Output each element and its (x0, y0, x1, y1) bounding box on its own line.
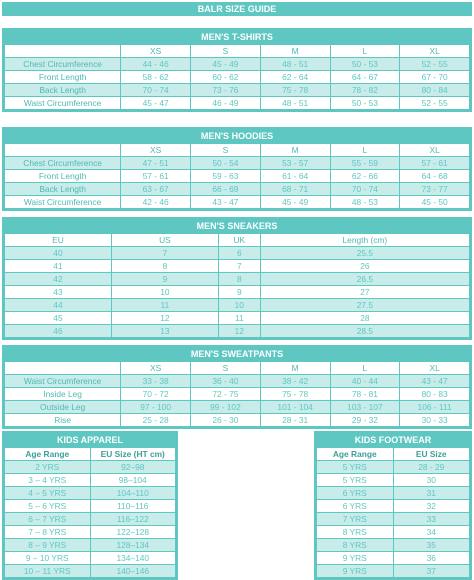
table-cell: 9 (111, 273, 218, 286)
table-cell: 3 – 4 YRS (5, 474, 91, 487)
kids-apparel-title: KIDS APPAREL (5, 434, 176, 448)
table-cell: 43 - 47 (400, 375, 470, 388)
table-row (317, 539, 470, 552)
table-cell: 45 (5, 312, 112, 325)
table-row (317, 526, 470, 539)
table-cell: 110–116 (90, 500, 176, 513)
table-cell: 32 (393, 500, 470, 513)
column-header: XS (121, 144, 191, 157)
table-cell: 30 - 33 (400, 414, 470, 427)
table-cell: 11 (218, 312, 260, 325)
table-row (317, 500, 470, 513)
table-row (5, 299, 470, 312)
table-cell: 48 - 53 (330, 196, 400, 209)
table-cell: 97 - 100 (121, 401, 191, 414)
table-cell: 140–146 (90, 565, 176, 578)
table-cell: 48 - 51 (260, 58, 330, 71)
column-header: EU (5, 234, 112, 247)
column-header: Length (cm) (260, 234, 469, 247)
table-cell: 13 (111, 325, 218, 338)
table-cell: 128–134 (90, 539, 176, 552)
table-cell: 64 - 68 (400, 170, 470, 183)
table-cell: 116–122 (90, 513, 176, 526)
column-header: L (330, 362, 400, 375)
table-cell: 36 - 40 (191, 375, 261, 388)
table-cell: 40 - 44 (330, 375, 400, 388)
table-cell: 78 - 82 (330, 84, 400, 97)
column-header (5, 362, 121, 375)
table-cell: 6 YRS (317, 500, 394, 513)
table-row (5, 401, 470, 414)
table-cell: 46 (5, 325, 112, 338)
table-cell: 7 (111, 247, 218, 260)
table-cell: 29 - 32 (330, 414, 400, 427)
table-cell: 6 YRS (317, 487, 394, 500)
table-cell: 12 (218, 325, 260, 338)
table-cell: 57 - 61 (400, 157, 470, 170)
table-cell: 48 - 51 (260, 97, 330, 110)
table-cell: 5 – 6 YRS (5, 500, 91, 513)
table-cell: 80 - 84 (400, 84, 470, 97)
table-cell: 9 YRS (317, 552, 394, 565)
column-header (5, 144, 121, 157)
table-cell: 9 (218, 286, 260, 299)
table-cell: 45 - 47 (121, 97, 191, 110)
column-header: XS (121, 362, 191, 375)
table-cell: 10 (111, 286, 218, 299)
table-cell: 8 (111, 260, 218, 273)
table-cell: 73 - 76 (191, 84, 261, 97)
sweatpants-section (2, 345, 472, 429)
table-cell: 64 - 67 (330, 71, 400, 84)
sneakers-section (2, 217, 472, 340)
kids-apparel-table (4, 433, 176, 578)
table-row (317, 461, 470, 474)
table-row (5, 552, 176, 565)
table-cell: 10 – 11 YRS (5, 565, 91, 578)
table-cell: 47 - 51 (121, 157, 191, 170)
table-cell: 61 - 64 (260, 170, 330, 183)
table-cell: 2 YRS (5, 461, 91, 474)
table-cell: 50 - 54 (191, 157, 261, 170)
table-cell: 98–104 (90, 474, 176, 487)
table-cell: 34 (393, 526, 470, 539)
table-cell: 52 - 55 (400, 58, 470, 71)
row-label: Waist Circumference (5, 196, 121, 209)
table-cell: 92–98 (90, 461, 176, 474)
table-cell: 25 - 28 (121, 414, 191, 427)
table-row (5, 71, 470, 84)
table-cell: 26.5 (260, 273, 469, 286)
table-row (5, 500, 176, 513)
table-row (5, 487, 176, 500)
table-cell: 41 (5, 260, 112, 273)
table-cell: 36 (393, 552, 470, 565)
table-row (5, 196, 470, 209)
table-cell: 8 – 9 YRS (5, 539, 91, 552)
table-cell: 99 - 102 (191, 401, 261, 414)
table-cell: 67 - 70 (400, 71, 470, 84)
table-cell: 28.5 (260, 325, 469, 338)
table-cell: 101 - 104 (260, 401, 330, 414)
table-cell: 122–128 (90, 526, 176, 539)
table-cell: 8 (218, 273, 260, 286)
hoodies-title: MEN'S HOODIES (5, 130, 470, 144)
guide-title: BALR SIZE GUIDE (2, 2, 472, 16)
table-cell: 28 - 29 (393, 461, 470, 474)
column-header: UK (218, 234, 260, 247)
table-cell: 50 - 53 (330, 97, 400, 110)
table-cell: 30 (393, 474, 470, 487)
column-header: XL (400, 45, 470, 58)
table-cell: 68 - 71 (260, 183, 330, 196)
table-cell: 7 (218, 260, 260, 273)
sweatpants-table (4, 347, 470, 427)
table-cell: 63 - 67 (121, 183, 191, 196)
table-row (5, 388, 470, 401)
table-cell: 60 - 62 (191, 71, 261, 84)
table-cell: 70 - 74 (121, 84, 191, 97)
table-cell: 38 - 42 (260, 375, 330, 388)
column-header: EU Size (HT cm) (90, 448, 176, 461)
column-header: M (260, 362, 330, 375)
table-cell: 5 YRS (317, 461, 394, 474)
table-row (5, 58, 470, 71)
row-label: Waist Circumference (5, 375, 121, 388)
table-cell: 28 (260, 312, 469, 325)
table-cell: 9 – 10 YRS (5, 552, 91, 565)
column-header: S (191, 45, 261, 58)
row-label: Back Length (5, 84, 121, 97)
table-cell: 50 - 53 (330, 58, 400, 71)
kids-footwear-section (314, 431, 472, 580)
table-cell: 33 - 38 (121, 375, 191, 388)
table-cell: 103 - 107 (330, 401, 400, 414)
row-label: Back Length (5, 183, 121, 196)
row-label: Waist Circumference (5, 97, 121, 110)
column-header: L (330, 45, 400, 58)
tshirts-title: MEN'S T-SHIRTS (5, 31, 470, 45)
table-row (5, 461, 176, 474)
table-cell: 40 (5, 247, 112, 260)
table-cell: 62 - 66 (330, 170, 400, 183)
sneakers-title: MEN'S SNEAKERS (5, 220, 470, 234)
kids-apparel-section (2, 431, 178, 580)
table-cell: 33 (393, 513, 470, 526)
table-cell: 106 - 111 (400, 401, 470, 414)
table-cell: 66 - 69 (191, 183, 261, 196)
kids-footwear-table (316, 433, 470, 578)
table-cell: 11 (111, 299, 218, 312)
table-cell: 35 (393, 539, 470, 552)
column-header: M (260, 45, 330, 58)
row-label: Inside Leg (5, 388, 121, 401)
table-cell: 26 - 30 (191, 414, 261, 427)
table-row (317, 487, 470, 500)
column-header: L (330, 144, 400, 157)
tshirts-table (4, 30, 470, 110)
table-cell: 134–140 (90, 552, 176, 565)
table-cell: 7 YRS (317, 513, 394, 526)
column-header: S (191, 362, 261, 375)
table-cell: 75 - 78 (260, 388, 330, 401)
table-row (5, 183, 470, 196)
row-label: Chest Circumference (5, 157, 121, 170)
tshirts-section (2, 28, 472, 112)
column-header: Age Range (5, 448, 91, 461)
table-cell: 72 - 75 (191, 388, 261, 401)
table-cell: 42 (5, 273, 112, 286)
table-cell: 46 - 49 (191, 97, 261, 110)
column-header: M (260, 144, 330, 157)
hoodies-section (2, 127, 472, 211)
table-row (5, 97, 470, 110)
row-label: Chest Circumference (5, 58, 121, 71)
table-cell: 45 - 49 (191, 58, 261, 71)
table-row (317, 565, 470, 578)
table-cell: 70 - 74 (330, 183, 400, 196)
column-header: Age Range (317, 448, 394, 461)
table-cell: 43 (5, 286, 112, 299)
table-row (5, 260, 470, 273)
table-cell: 70 - 72 (121, 388, 191, 401)
table-cell: 31 (393, 487, 470, 500)
table-cell: 75 - 78 (260, 84, 330, 97)
table-cell: 10 (218, 299, 260, 312)
table-cell: 73 - 77 (400, 183, 470, 196)
table-cell: 27 (260, 286, 469, 299)
table-row (5, 414, 470, 427)
row-label: Outside Leg (5, 401, 121, 414)
row-label: Front Length (5, 71, 121, 84)
column-header: XS (121, 45, 191, 58)
sweatpants-title: MEN'S SWEATPANTS (5, 348, 470, 362)
table-cell: 44 (5, 299, 112, 312)
table-cell: 104–110 (90, 487, 176, 500)
table-row (5, 84, 470, 97)
table-row (5, 565, 176, 578)
table-row (317, 474, 470, 487)
table-cell: 45 - 50 (400, 196, 470, 209)
table-cell: 5 YRS (317, 474, 394, 487)
sneakers-table (4, 219, 470, 338)
hoodies-table (4, 129, 470, 209)
table-cell: 12 (111, 312, 218, 325)
table-row (5, 157, 470, 170)
table-cell: 80 - 83 (400, 388, 470, 401)
table-row (5, 286, 470, 299)
table-cell: 28 - 31 (260, 414, 330, 427)
table-cell: 53 - 57 (260, 157, 330, 170)
table-row (5, 539, 176, 552)
table-cell: 27.5 (260, 299, 469, 312)
kids-footwear-title: KIDS FOOTWEAR (317, 434, 470, 448)
table-cell: 9 YRS (317, 565, 394, 578)
table-row (5, 513, 176, 526)
table-cell: 44 - 46 (121, 58, 191, 71)
table-row (5, 170, 470, 183)
column-header: XL (400, 362, 470, 375)
column-header: S (191, 144, 261, 157)
table-cell: 55 - 59 (330, 157, 400, 170)
table-cell: 26 (260, 260, 469, 273)
table-row (5, 375, 470, 388)
table-cell: 6 – 7 YRS (5, 513, 91, 526)
table-cell: 8 YRS (317, 539, 394, 552)
row-label: Front Length (5, 170, 121, 183)
table-row (317, 513, 470, 526)
column-header: US (111, 234, 218, 247)
table-cell: 42 - 46 (121, 196, 191, 209)
table-cell: 6 (218, 247, 260, 260)
table-cell: 52 - 55 (400, 97, 470, 110)
table-cell: 7 – 8 YRS (5, 526, 91, 539)
table-row (5, 273, 470, 286)
table-cell: 25.5 (260, 247, 469, 260)
table-row (5, 526, 176, 539)
table-cell: 45 - 49 (260, 196, 330, 209)
table-row (317, 552, 470, 565)
table-cell: 43 - 47 (191, 196, 261, 209)
column-header (5, 45, 121, 58)
row-label: Rise (5, 414, 121, 427)
column-header: EU Size (393, 448, 470, 461)
table-row (5, 312, 470, 325)
table-cell: 4 – 5 YRS (5, 487, 91, 500)
table-cell: 37 (393, 565, 470, 578)
table-cell: 59 - 63 (191, 170, 261, 183)
table-cell: 57 - 61 (121, 170, 191, 183)
table-row (5, 247, 470, 260)
table-cell: 62 - 64 (260, 71, 330, 84)
table-cell: 78 - 81 (330, 388, 400, 401)
column-header: XL (400, 144, 470, 157)
table-row (5, 325, 470, 338)
table-cell: 58 - 62 (121, 71, 191, 84)
table-row (5, 474, 176, 487)
table-cell: 8 YRS (317, 526, 394, 539)
